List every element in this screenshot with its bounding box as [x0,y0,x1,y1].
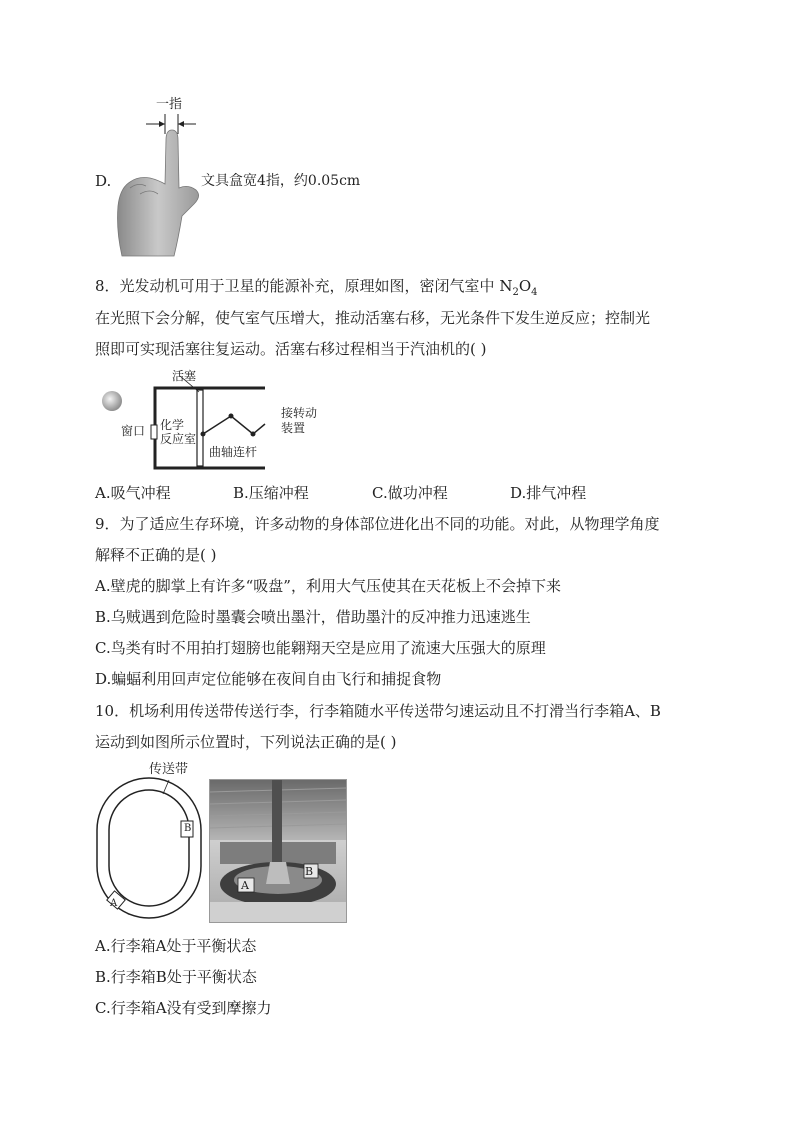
q9-option-d: D.蝙蝠利用回声定位能够在夜间自由飞行和捕捉食物 [95,670,442,688]
q10-stem-line1: 10．机场利用传送带传送行李，行李箱随水平传送带匀速运动且不打滑当行李箱A、B [95,702,661,720]
crank-rod [203,416,265,434]
label-box-a: A [110,898,118,909]
q8-stem-line2: 在光照下会分解，使气室气压增大，推动活塞右移，无光条件下发生逆反应；控制光 [95,309,651,327]
label-belt: 传送带 [149,762,189,777]
label-drive-line1: 接转动 [281,406,318,420]
q7-option-d-letter: D. [95,172,112,190]
label-box-b: B [184,823,192,834]
rod-joint-3 [251,432,256,437]
q8-stem-line1: 8．光发动机可用于卫星的能源补充，原理如图，密闭气室中 $N_2O_4$ [95,277,538,298]
label-piston: 活塞 [172,369,197,383]
photo-label-a: A [241,879,249,892]
q9-stem-line1: 9．为了适应生存环境，许多动物的身体部位进化出不同的功能。对此，从物理学角度 [95,515,660,533]
light-source-icon [102,391,122,411]
q7-hand-figure [110,110,210,260]
q10-stem-line2: 运动到如图所示位置时，下列说法正确的是( ) [95,733,397,751]
q7-finger-label: 一指 [156,97,183,112]
rod-joint-2 [229,414,234,419]
hand-arrowhead-left [159,121,165,127]
foreground-floor [210,902,346,922]
window-icon [151,425,157,439]
q9-option-a: A.壁虎的脚掌上有许多“吸盘”，利用大气压使其在天花板上不会掉下来 [95,577,561,595]
belt-pointer [163,780,169,794]
q10-option-b: B.行李箱B处于平衡状态 [95,968,257,986]
carousel-center-slope [266,862,290,884]
q8-option-c: C.做功冲程 [372,484,448,502]
photo-label-b: B [305,865,314,878]
carousel-photo-art [210,780,346,922]
center-pillar [272,780,282,870]
q8-option-d: D.排气冲程 [510,484,587,502]
rod-joint-1 [201,432,206,437]
belt-inner [109,790,192,906]
label-crank-rod: 曲轴连杆 [209,445,258,459]
q8-stem-line3: 照即可实现活塞往复运动。活塞右移过程相当于汽油机的( ) [95,340,487,358]
label-drive-line2: 装置 [281,421,306,435]
q9-stem-line2: 解释不正确的是( ) [95,546,217,564]
label-chamber-line1: 化学 [160,418,185,432]
q8-option-b: B.压缩冲程 [233,484,309,502]
piston-icon [197,390,203,466]
q10-option-c: C.行李箱A没有受到摩擦力 [95,999,272,1017]
q9-option-c: C.鸟类有时不用拍打翅膀也能翱翔天空是应用了流速大压强大的原理 [95,639,546,657]
label-window: 窗口 [121,424,146,438]
baggage-carousel-photo [209,779,347,923]
hand-icon [118,130,199,256]
q9-option-b: B.乌贼遇到危险时墨囊会喷出墨汁，借助墨汁的反冲推力迅速逃生 [95,608,531,626]
q8-option-a: A.吸气冲程 [95,484,171,502]
hand-arrowhead-right [178,121,184,127]
label-chamber-line2: 反应室 [160,432,197,446]
q7-option-d-text: 文具盒宽4指，约0.05cm [201,173,361,189]
q10-option-a: A.行李箱A处于平衡状态 [95,937,257,955]
